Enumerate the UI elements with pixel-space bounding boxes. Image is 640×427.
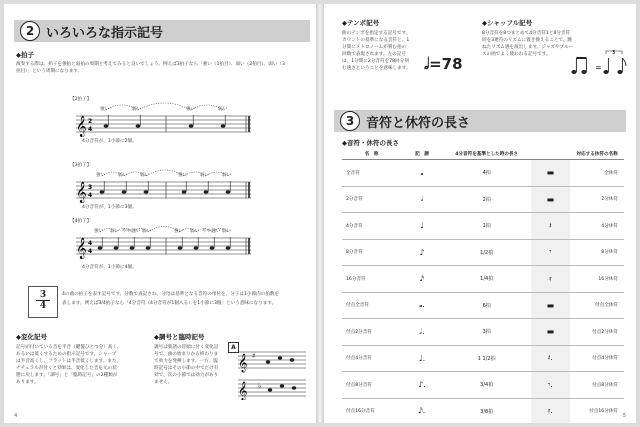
svg-text:4: 4 bbox=[88, 192, 93, 199]
accidental-text: は半音高くし、フラットは半音低くします。また、 bbox=[16, 359, 122, 364]
meter-heading: ◆拍子 bbox=[16, 51, 34, 59]
table-row bbox=[342, 266, 624, 293]
table-row bbox=[342, 345, 624, 372]
time-signature-top: 3 bbox=[39, 290, 47, 300]
note-symbol: 𝅝 bbox=[401, 160, 443, 187]
keysig-text: 号で、曲の始まりから終わりま bbox=[154, 352, 219, 357]
svg-text:𝄞: 𝄞 bbox=[76, 182, 87, 203]
svg-text:3: 3 bbox=[88, 184, 93, 191]
accidental-text: あります。 bbox=[16, 380, 39, 385]
svg-text:𝄞: 𝄞 bbox=[76, 116, 87, 137]
header-rest-symbol bbox=[531, 148, 571, 160]
meter-text-1: 演奏する際は、拍子を強拍と弱拍の周期と考えてみると良いでしょう。例えば3拍子なら「強い（1拍目）、弱い（2拍目）、弱い（3 bbox=[16, 62, 285, 67]
svg-text:4: 4 bbox=[88, 240, 93, 247]
accidental-heading: ◆変化記号 bbox=[16, 333, 47, 341]
table-row bbox=[342, 292, 624, 319]
table-row bbox=[342, 239, 624, 266]
accent-label: 強い bbox=[96, 173, 106, 178]
note-length: 1 1/2拍 bbox=[443, 345, 531, 372]
accidental-text: あるいは低くするための指示記号です。シャープ bbox=[16, 352, 117, 357]
section-title: 音符と休符の長さ bbox=[366, 116, 471, 131]
table-row bbox=[342, 160, 624, 187]
rest-symbol: 𝄽 bbox=[531, 213, 571, 240]
example-title: 【3拍子】 bbox=[70, 163, 92, 168]
example-title: 【2拍子】 bbox=[70, 97, 92, 102]
header-notation: 記 譜 bbox=[401, 148, 443, 160]
keysig-text: ません。 bbox=[154, 380, 173, 385]
accent-label: 弱い bbox=[222, 173, 232, 178]
rest-symbol: 𝄿. bbox=[531, 398, 571, 423]
svg-text:4: 4 bbox=[88, 248, 93, 255]
rest-symbol: 𝄾 bbox=[531, 239, 571, 266]
svg-text:♭: ♭ bbox=[258, 382, 262, 390]
shuffle-text: ねたリズム感を演出します。ジャズやブルー bbox=[482, 45, 574, 50]
accent-label: 弱い bbox=[222, 229, 232, 234]
rest-symbol: ▬ bbox=[531, 160, 571, 187]
note-length: 1/2拍 bbox=[443, 239, 531, 266]
example-caption: 4分音符が、1小節に4個。 bbox=[82, 265, 137, 270]
accent-label: やや強い bbox=[202, 229, 221, 234]
accent-label: 強い bbox=[174, 229, 184, 234]
svg-text:3: 3 bbox=[612, 50, 616, 56]
accent-label: 弱い bbox=[200, 173, 210, 178]
note-symbol: 𝅘𝅥𝅯 bbox=[401, 266, 443, 293]
left-page bbox=[4, 4, 316, 423]
svg-text:4: 4 bbox=[88, 126, 93, 133]
svg-text:=: = bbox=[595, 63, 602, 72]
accent-label: 弱い bbox=[118, 173, 128, 178]
rest-name: 付点全休符 bbox=[570, 292, 624, 319]
page-number: 5 bbox=[622, 413, 626, 419]
note-name: 16分音符 bbox=[342, 266, 401, 293]
note-symbol: ♩. bbox=[401, 345, 443, 372]
svg-text:♯: ♯ bbox=[252, 352, 256, 360]
rest-name: 4分休符 bbox=[570, 213, 624, 240]
accent-label: 弱い bbox=[140, 173, 150, 178]
accent-label: 弱い bbox=[190, 229, 200, 234]
table-row bbox=[342, 372, 624, 399]
shuffle-text: 8分音符を8つまとめて4分音符1と8分音符 bbox=[482, 31, 571, 36]
note-name: 付点8分音符 bbox=[342, 372, 401, 399]
note-length: 1拍 bbox=[443, 213, 531, 240]
svg-text:𝄞: 𝄞 bbox=[238, 381, 248, 400]
rest-name: 付点4分休符 bbox=[570, 345, 624, 372]
note-symbol: ♪ bbox=[401, 239, 443, 266]
rest-name: 全休符 bbox=[570, 160, 624, 187]
table-row bbox=[342, 213, 624, 240]
rest-name: 付点16分休符 bbox=[570, 398, 624, 423]
note-symbol: 𝅗𝅥. bbox=[401, 319, 443, 346]
rest-symbol: 𝄾. bbox=[531, 372, 571, 399]
note-length: 3拍 bbox=[443, 319, 531, 346]
note-length: 6拍 bbox=[443, 292, 531, 319]
accent-label: 強い bbox=[94, 229, 104, 234]
tempo-text: 曲のテンポを指定する記号です。 bbox=[342, 31, 411, 36]
note-symbol: ♪. bbox=[401, 372, 443, 399]
time-signature-bottom: 4 bbox=[39, 301, 47, 311]
rest-name: 付点2分休符 bbox=[570, 319, 624, 346]
rest-symbol: ▬ bbox=[531, 186, 571, 213]
table-header-row bbox=[342, 148, 624, 160]
note-symbol: 𝅘𝅥𝅯. bbox=[401, 398, 443, 423]
section-header-3 bbox=[334, 110, 626, 132]
rest-name: 2分休符 bbox=[570, 186, 624, 213]
tempo-heading: ◆テンポ記号 bbox=[342, 19, 380, 27]
rest-name: 16分休符 bbox=[570, 266, 624, 293]
keysig-text: 調号は楽譜の冒頭に付く変化記 bbox=[154, 345, 219, 350]
note-name: 付点全音符 bbox=[342, 292, 401, 319]
note-name: 全音符 bbox=[342, 160, 401, 187]
header-length: 4分音符を基準とした時の長さ bbox=[443, 148, 531, 160]
accent-label: 弱い bbox=[218, 107, 228, 112]
keysig-staff bbox=[236, 340, 308, 400]
section-number: 3 bbox=[340, 111, 360, 131]
example-caption: 4分音符が、1小節に2個。 bbox=[82, 139, 137, 144]
keysig-text: 効で、次の小節では効力があり bbox=[154, 373, 219, 378]
svg-text:𝄞: 𝄞 bbox=[76, 238, 87, 259]
table-row bbox=[342, 398, 624, 423]
time-signature-text-1: 4の曲の拍子を表す記号です。分数で表記され、分母は基準となる音符の単位を、分子は1小節内の拍数を bbox=[62, 292, 280, 297]
book-gutter bbox=[316, 4, 324, 423]
tempo-text: む速さということを意味します。 bbox=[342, 66, 411, 71]
shuffle-heading: ◆シャッフル記号 bbox=[482, 19, 533, 27]
note-length: 3/4拍 bbox=[443, 372, 531, 399]
svg-text:𝄞: 𝄞 bbox=[238, 353, 248, 372]
note-name: 付点16分音符 bbox=[342, 398, 401, 423]
meter-text-2: 拍目）」という周期になります。 bbox=[16, 69, 83, 74]
svg-text:2: 2 bbox=[88, 118, 93, 125]
shuffle-notation bbox=[568, 48, 632, 80]
note-name: 付点2分音符 bbox=[342, 319, 401, 346]
note-symbol: 𝅝. bbox=[401, 292, 443, 319]
section-number: 2 bbox=[20, 21, 40, 41]
keysig-heading: ◆調号と臨時記号 bbox=[154, 333, 205, 341]
header-name: 名 称 bbox=[342, 148, 401, 160]
page-number: 4 bbox=[14, 413, 18, 419]
note-name: 4分音符 bbox=[342, 213, 401, 240]
rest-name: 8分休符 bbox=[570, 239, 624, 266]
accidental-text: 態に戻します。「調号」と「臨時記号」の2種類が bbox=[16, 373, 118, 378]
section-header-2 bbox=[14, 20, 310, 42]
table-row bbox=[342, 319, 624, 346]
rest-symbol: ▬ bbox=[531, 292, 571, 319]
accidental-text: ナチュラルが付くと効果は、変化した音を元の状 bbox=[16, 366, 117, 371]
example-caption: 4分音符が、1小節に3個。 bbox=[82, 205, 137, 210]
note-symbol: ♩ bbox=[401, 213, 443, 240]
accent-label: 強い bbox=[186, 107, 196, 112]
tempo-text: 分間にメトロノームが刻む拍の bbox=[342, 45, 407, 50]
accent-label: 強い bbox=[100, 107, 110, 112]
time-signature-box bbox=[28, 286, 58, 318]
time-signature-text-2: 表します。例えば3/4拍子なら「4分音符（4分音符が1個入る）を1小節に3個」という意味になります。 bbox=[62, 301, 277, 306]
rest-name: 付点8分休符 bbox=[570, 372, 624, 399]
shuffle-text: スの曲でよく使われる記号です。 bbox=[482, 52, 551, 57]
section-title: いろいろな指示記号 bbox=[46, 26, 164, 41]
tempo-text: は、1分間に2分音符を78回分刻 bbox=[342, 59, 409, 64]
note-length: 1/4拍 bbox=[443, 266, 531, 293]
table-heading: ◆音符・休符の長さ bbox=[342, 139, 399, 147]
table-row bbox=[342, 186, 624, 213]
note-length: 4拍 bbox=[443, 160, 531, 187]
accidental-text: 記号が付いている音を半音（鍵盤ひとつ分）高く、 bbox=[16, 345, 122, 350]
header-rest-name: 対応する休符の名称 bbox=[570, 148, 624, 160]
keysig-text: 時記号はその小節の中でだけ有 bbox=[154, 366, 219, 371]
rest-symbol: ▬ bbox=[531, 319, 571, 346]
accent-label: 強い bbox=[178, 173, 188, 178]
shuffle-text: 同を3連符のリズムに置き換えることで、跳 bbox=[482, 38, 573, 43]
keysig-text: で効力を発揮します。一方、臨 bbox=[154, 359, 218, 364]
right-page bbox=[324, 4, 636, 423]
accent-label: 弱い bbox=[110, 229, 120, 234]
tempo-mark bbox=[424, 54, 463, 74]
note-length: 2拍 bbox=[443, 186, 531, 213]
accent-label: 弱い bbox=[142, 229, 152, 234]
note-length-table bbox=[342, 148, 624, 423]
rest-symbol: 𝄿 bbox=[531, 266, 571, 293]
accent-label: やや強い bbox=[122, 229, 141, 234]
note-name: 付点4分音符 bbox=[342, 345, 401, 372]
accent-label: 弱い bbox=[132, 107, 142, 112]
tempo-value: =78 bbox=[429, 55, 463, 73]
note-name: 2分音符 bbox=[342, 186, 401, 213]
note-name: 8分音符 bbox=[342, 239, 401, 266]
tempo-text: 回数で表現されます。左の記号 bbox=[342, 52, 406, 57]
keysig-marker: A bbox=[228, 342, 239, 353]
tempo-text: カウントの基準になる音符と、1 bbox=[342, 38, 410, 43]
half-note-icon: 𝅗𝅥 bbox=[424, 54, 430, 73]
rest-symbol: 𝄽. bbox=[531, 345, 571, 372]
example-title: 【4拍子】 bbox=[70, 219, 92, 224]
note-symbol: 𝅗𝅥 bbox=[401, 186, 443, 213]
note-length: 3/8拍 bbox=[443, 398, 531, 423]
